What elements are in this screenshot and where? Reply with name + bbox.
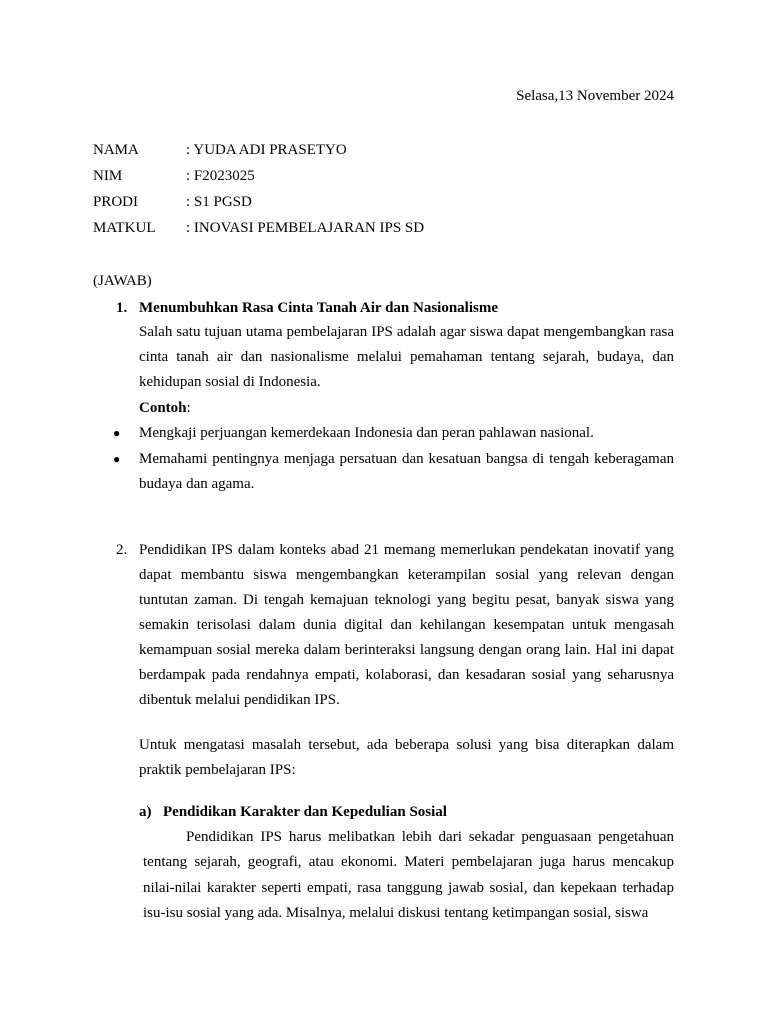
section-2-intro: Untuk mengatasi masalah tersebut, ada beberapa solusi yang bisa diterapkan dalam praktik pembelajaran IPS: bbox=[139, 737, 674, 778]
section-1-paragraph: Salah satu tujuan utama pembelajaran IPS adalah agar siswa dapat mengembangkan rasa cinta tanah air dan nasionalisme melalui pemahaman tentang sejarah, budaya, dan kehidupan sosial di Indonesia. bbox=[139, 324, 674, 390]
field-value: : F2023025 bbox=[186, 168, 255, 184]
field-label: NAMA bbox=[93, 142, 139, 158]
bullet-item: Memahami pentingnya menjaga persatuan dan kesatuan bangsa di tengah keberagaman budaya dan agama. bbox=[139, 451, 674, 492]
section-2-paragraph: Pendidikan IPS dalam konteks abad 21 memang memerlukan pendekatan inovatif yang dapat membantu siswa mengembangkan keterampilan sosial yang relevan dengan tuntutan zaman. Di tengah kemajuan teknologi yang begitu pesat, banyak siswa yang semakin terisolasi dalam dunia digital dan kehilangan kesempatan untuk mengasah kemampuan sosial mereka dalam berinteraksi langsung dengan orang lain. Hal ini dapat berdampak pada rendahnya empati, kolaborasi, dan kesadaran sosial yang seharusnya dibentuk melalui pendidikan IPS. bbox=[139, 542, 674, 708]
field-label: PRODI bbox=[93, 194, 139, 210]
answer-label: (JAWAB) bbox=[93, 273, 152, 289]
section-2-number: 2. bbox=[116, 542, 128, 558]
example-label: Contoh bbox=[139, 400, 187, 416]
bullet-icon: ● bbox=[113, 426, 121, 440]
subsection-a-paragraph: Pendidikan IPS harus melibatkan lebih dari sekadar penguasaan pengetahuan tentang sejarah, geografi, atau ekonomi. Materi pembelajaran juga harus mencakup nilai-nilai karakter seperti empati, rasa tanggung jawab sosial, dan kepekaan terhadap isu-isu sosial yang ada. Misalnya, melalui diskusi tentang ketimpangan sosial, siswa bbox=[143, 829, 674, 921]
field-value: : S1 PGSD bbox=[186, 194, 252, 210]
field-value: : YUDA ADI PRASETYO bbox=[186, 142, 347, 158]
subsection-a-letter: a) bbox=[139, 804, 152, 820]
subsection-a-heading: Pendidikan Karakter dan Kepedulian Sosial bbox=[163, 804, 447, 820]
document-date: Selasa,13 November 2024 bbox=[516, 88, 674, 104]
bullet-icon: ● bbox=[113, 452, 121, 466]
field-label: NIM bbox=[93, 168, 123, 184]
example-line bbox=[139, 398, 191, 418]
section-1-heading: Menumbuhkan Rasa Cinta Tanah Air dan Nasionalisme bbox=[139, 300, 499, 316]
field-value: : INOVASI PEMBELAJARAN IPS SD bbox=[186, 220, 425, 236]
section-1-number: 1. bbox=[116, 300, 128, 316]
bullet-item: Mengkaji perjuangan kemerdekaan Indonesia dan peran pahlawan nasional. bbox=[139, 425, 594, 441]
field-label: MATKUL bbox=[93, 220, 156, 236]
example-colon: : bbox=[186, 400, 191, 416]
